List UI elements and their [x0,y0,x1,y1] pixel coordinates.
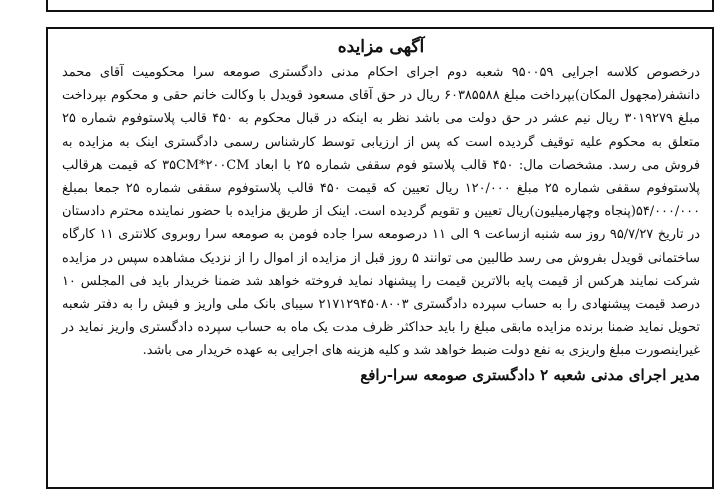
notice-title: آگهی مزایده [337,37,425,57]
previous-notice-frame [46,0,714,12]
notice-body: درخصوص کلاسه اجرایی ۹۵۰۰۵۹ شعبه دوم اجرای احکام مدنی دادگستری صومعه سرا محکومیت آقای محمد دانشفر(مجهول المکان)بپرداخت مبلغ ۶۰۳۸۵۵۸۸ ریال در حق آقای مسعود قویدل با وکالت خانم حقی و محکوم بپرداخت مبلغ ۳۰۱۹۲۷۹ ریال نیم عشر در حق دولت می باشد نظر به اینکه در قبال محکوم به ۴۵۰ قالب پلاستوفوم شماره ۲۵ متعلق به محکوم علیه توقیف گردیده است که پس از ارزیابی توسط کارشناس رسمی دادگستری اینک به مزایده به فروش می رسد. مشخصات مال: ۴۵۰ قالب پلاستو فوم سقفی شماره ۲۵ با ابعاد ۳۵CM*۲۰۰CM که قیمت هرقالب پلاستوفوم سقفی شماره ۲۵ مبلغ ۱۲۰/۰۰۰ ریال تعیین که قیمت ۴۵۰ قالب پلاستوفوم سقفی شماره ۲۵ جمعا بمبلغ ۵۴/۰۰۰/۰۰۰(پنجاه وچهارمیلیون)ریال تعیین و تقویم گردیده است. اینک از طریق مزایده با حضور نماینده محترم دادستان در تاریخ ۹۵/۷/۲۷ روز سه شنبه ازساعت ۹ الی ۱۱ درصومعه سرا جاده فومن به صومعه سرا روبروی کلانتری ۱۱ کارگاه ساختمانی قویدل بفروش می رسد طالبین می توانند ۵ روز قبل از مزایده از اموال را از نزدیک مشاهده سپس در مزایده شرکت نمایند هرکس از قیمت پایه بالاترین قیمت را پیشنهاد نماید فروخته خواهد شد ضمنا خریدار باید فی المجلس ۱۰ درصد قیمت پیشنهادی را به حساب سپرده دادگستری ۲۱۷۱۲۹۴۵۰۸۰۰۳ سیبای بانک ملی واریز و فیش را به دفتر شعبه تحویل نماید ضمنا برنده مزایده مابقی مبلغ را باید حداکثر ظرف مدت یک ماه به حساب سپرده دادگستری واریز نماید در غیراینصورت مبلغ واریزی به نفع دولت ضبط خواهد شد و کلیه هزینه های اجرایی به عهده خریدار می باشد. [62,65,701,359]
notice-signature: مدیر اجرای مدنی شعبه ۲ دادگستری صومعه سرا-رافع [360,365,700,384]
auction-notice-box [46,27,714,489]
